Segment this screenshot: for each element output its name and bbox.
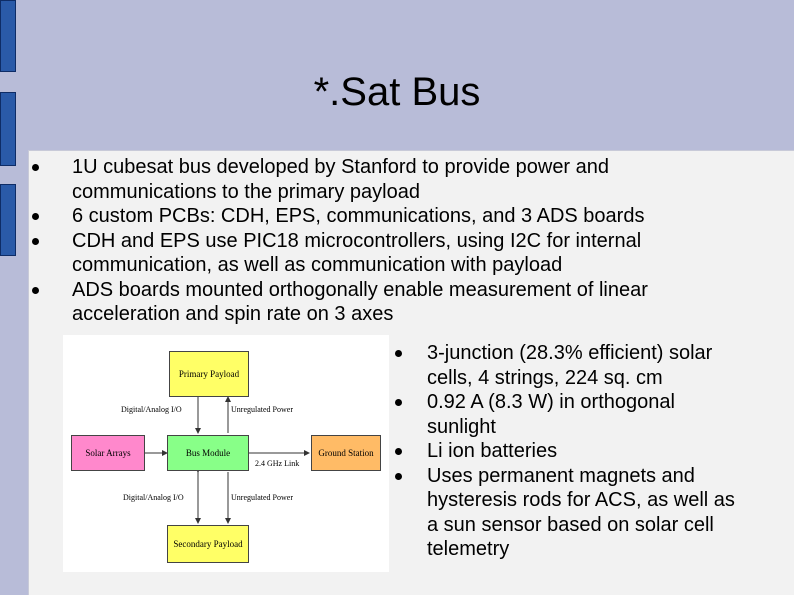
solar-arrays-box: Solar Arrays bbox=[71, 435, 145, 471]
bullet-item bbox=[30, 155, 780, 204]
bullet-text-line: 1U cubesat bus developed by Stanford to provide power and bbox=[72, 156, 610, 178]
main-bullet-list bbox=[30, 155, 780, 327]
primary-payload-box: Primary Payload bbox=[169, 351, 249, 397]
side-bullet-line: 0.92 A (8.3 W) in orthogonal bbox=[427, 391, 675, 413]
side-bullet-line: cells, 4 strings, 224 sq. cm bbox=[427, 366, 663, 389]
side-bullet-line: hysteresis rods for ACS, as well as bbox=[427, 489, 735, 511]
side-bullet-item bbox=[385, 464, 785, 562]
bus-block-diagram bbox=[63, 335, 389, 572]
secondary-payload-box: Secondary Payload bbox=[167, 525, 249, 563]
bullet-item bbox=[30, 229, 780, 278]
side-bullet-line: sunlight bbox=[427, 415, 496, 438]
bullet-text-line: CDH and EPS use PIC18 microcontrollers, using I2C for internal bbox=[72, 229, 642, 252]
label-digital-io-bottom: Digital/Analog I/O bbox=[123, 493, 184, 502]
bullet-dot-icon bbox=[395, 399, 402, 406]
label-link: 2.4 GHz Link bbox=[255, 459, 300, 468]
ground-station-box: Ground Station bbox=[311, 435, 381, 471]
bullet-dot-icon bbox=[395, 350, 402, 357]
slide-title: *.Sat Bus bbox=[313, 70, 481, 114]
side-bullet-line: telemetry bbox=[427, 538, 510, 560]
bullet-dot-icon bbox=[32, 213, 39, 220]
bullet-dot-icon bbox=[32, 287, 39, 294]
bus-module-box: Bus Module bbox=[167, 435, 249, 471]
side-bullet-list bbox=[385, 341, 785, 562]
side-bullet-item bbox=[385, 341, 785, 390]
bullet-text-line: acceleration and spin rate on 3 axes bbox=[72, 303, 394, 325]
side-bullet-line: 3-junction (28.3% efficient) solar bbox=[427, 342, 713, 364]
bullet-text-line: communications to the primary payload bbox=[72, 180, 420, 203]
side-bullet-item bbox=[385, 439, 785, 464]
bullet-text-line: 6 custom PCBs: CDH, EPS, communications, and 3 ADS boards bbox=[72, 205, 645, 227]
label-unregulated-power-bottom: Unregulated Power bbox=[231, 493, 293, 502]
edge-bar-1 bbox=[0, 0, 16, 72]
bullet-item bbox=[30, 204, 780, 229]
edge-bar-3 bbox=[0, 184, 16, 256]
side-bullet-line: a sun sensor based on solar cell bbox=[427, 513, 714, 536]
side-bullet-item bbox=[385, 390, 785, 439]
bullet-dot-icon bbox=[395, 448, 402, 455]
side-bullet-line: Li ion batteries bbox=[427, 440, 558, 462]
label-digital-io-top: Digital/Analog I/O bbox=[121, 405, 182, 414]
bullet-dot-icon bbox=[32, 238, 39, 245]
bullet-text-line: ADS boards mounted orthogonally enable measurement of linear bbox=[72, 278, 648, 301]
side-bullet-line: Uses permanent magnets and bbox=[427, 464, 695, 487]
label-unregulated-power-top: Unregulated Power bbox=[231, 405, 293, 414]
bullet-dot-icon bbox=[32, 164, 39, 171]
bullet-text-line: communication, as well as communication with payload bbox=[72, 254, 563, 276]
bullet-dot-icon bbox=[395, 473, 402, 480]
bullet-item bbox=[30, 278, 780, 327]
